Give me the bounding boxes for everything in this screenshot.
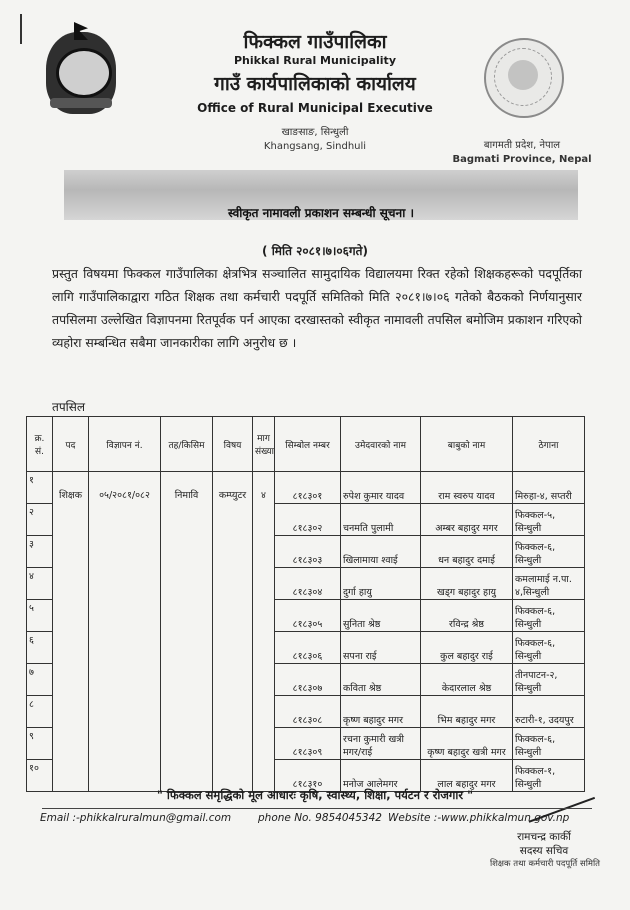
col-header: विषय xyxy=(213,417,253,472)
website-link[interactable]: Website :-www.phikkalmun.gov.np xyxy=(388,812,570,824)
symbol-cell: ८१८३०७ xyxy=(275,664,341,696)
serial-cell: ६ xyxy=(27,632,53,664)
serial-cell: ५ xyxy=(27,600,53,632)
candidate-name-cell: कविता श्रेष्ठ xyxy=(341,664,421,696)
serial-cell: ४ xyxy=(27,568,53,600)
email-link[interactable]: Email :-phikkalruralmun@gmail.com xyxy=(40,812,232,824)
candidate-name-cell: कृष्ण बहादुर मगर xyxy=(341,696,421,728)
symbol-cell: ८१८३१० xyxy=(275,760,341,792)
signer-name: रामचन्द्र कार्की xyxy=(517,831,571,843)
candidate-name-cell: सुनिता श्रेष्ठ xyxy=(341,600,421,632)
post-cell: शिक्षक xyxy=(53,472,89,792)
address-cell: तीनपाटन-२, सिन्धुली xyxy=(513,664,585,696)
notice-banner xyxy=(64,170,578,220)
candidate-name-cell: दुर्गा हायु xyxy=(341,568,421,600)
office-title-np: गाउँ कार्यपालिकाको कार्यालय xyxy=(214,73,416,95)
signer-role: सदस्य सचिव xyxy=(519,845,569,857)
municipality-title-en: Phikkal Rural Municipality xyxy=(233,54,396,67)
father-name-cell: कृष्ण बहादुर खत्री मगर xyxy=(421,728,513,760)
notice-title: स्वीकृत नामावली प्रकाशन सम्बन्धी सूचना । xyxy=(227,206,415,220)
address-cell: फिक्कल-६, सिन्धुली xyxy=(513,728,585,760)
office-title-en: Office of Rural Municipal Executive xyxy=(197,101,433,115)
col-header: सिम्बोल नम्बर xyxy=(275,417,341,472)
signer-committee: शिक्षक तथा कर्मचारी पदपूर्ति समिति xyxy=(489,859,601,869)
serial-cell: ७ xyxy=(27,664,53,696)
address-cell: रुटारी-१, उदयपुर xyxy=(513,696,585,728)
serial-cell: ८ xyxy=(27,696,53,728)
province-en: Bagmati Province, Nepal xyxy=(452,154,592,165)
address-cell: फिक्कल-१, सिन्धुली xyxy=(513,760,585,792)
candidate-table xyxy=(26,416,585,792)
col-header: तह/किसिम xyxy=(161,417,213,472)
serial-cell: ९ xyxy=(27,728,53,760)
province-np: बागमती प्रदेश, नेपाल xyxy=(483,140,561,151)
father-name-cell: कुल बहादुर राई xyxy=(421,632,513,664)
table-row xyxy=(27,472,585,504)
notice-body: प्रस्तुत विषयमा फिक्कल गाउँपालिका क्षेत्रभित्र सञ्चालित सामुदायिक विद्यालयमा रिक्त रहेको शिक्षकहरूको पदपूर्तिका लागि गाउँपालिकाद्वारा गठित शिक्षक तथा कर्मचारी पदपूर्ति समितिको मिति २०८१।७।०६ गतेको बैठकको निर्णयानुसार तपसिलमा उल्लेखित विज्ञापनमा रितपूर्वक पर्न आएका दरखास्तको स्वीकृत नामावली तपसिल बमोजिम प्रकाशन गरिएको व्यहोरा सम्बन्धित सबैमा जानकारीका लागि अनुरोध छ । xyxy=(52,266,582,350)
father-name-cell: खड्ग बहादुर हायु xyxy=(421,568,513,600)
margin-mark xyxy=(20,14,22,44)
footer-motto: " फिक्कल समृद्धिको मूल आधारः कृषि, स्वास्थ्य, शिक्षा, पर्यटन र रोजगार " xyxy=(156,788,474,802)
place-np: खाङसाङ, सिन्धुली xyxy=(281,127,349,138)
candidate-name-cell: रुपेश कुमार यादव xyxy=(341,472,421,504)
address-cell: फिक्कल-६, सिन्धुली xyxy=(513,536,585,568)
father-name-cell: राम स्वरुप यादव xyxy=(421,472,513,504)
phone-number: phone No. 9854045342 xyxy=(258,812,382,824)
serial-cell: २ xyxy=(27,504,53,536)
notice-date: ( मिति २०८१।७।०६गते) xyxy=(262,244,368,258)
municipality-title-np: फिक्कल गाउँपालिका xyxy=(243,31,387,53)
col-header: पद xyxy=(53,417,89,472)
symbol-cell: ८१८३०३ xyxy=(275,536,341,568)
father-name-cell: रविन्द्र श्रेष्ठ xyxy=(421,600,513,632)
col-header: ठेगाना xyxy=(513,417,585,472)
footer-divider xyxy=(42,808,592,809)
government-emblem-icon xyxy=(46,32,116,114)
symbol-cell: ८१८३०२ xyxy=(275,504,341,536)
details-label: तपसिल xyxy=(52,400,86,414)
candidate-name-cell: चनमति पुलामी xyxy=(341,504,421,536)
col-header: बाबुको नाम xyxy=(421,417,513,472)
col-header: उमेदवारको नाम xyxy=(341,417,421,472)
candidate-name-cell: सपना राई xyxy=(341,632,421,664)
subject-cell: कम्प्युटर xyxy=(213,472,253,792)
symbol-cell: ८१८३०६ xyxy=(275,632,341,664)
symbol-cell: ८१८३०८ xyxy=(275,696,341,728)
symbol-cell: ८१८३०४ xyxy=(275,568,341,600)
address-cell: मिरुहा-४, सप्तरी xyxy=(513,472,585,504)
col-header: विज्ञापन नं. xyxy=(89,417,161,472)
serial-cell: १ xyxy=(27,472,53,504)
office-seal-icon xyxy=(484,38,564,118)
advertisement-cell: ०५/२०८१/०८२ xyxy=(89,472,161,792)
serial-cell: १० xyxy=(27,760,53,792)
address-cell: फिक्कल-६, सिन्धुली xyxy=(513,632,585,664)
symbol-cell: ८१८३०९ xyxy=(275,728,341,760)
serial-cell: ३ xyxy=(27,536,53,568)
father-name-cell: केदारलाल श्रेष्ठ xyxy=(421,664,513,696)
demand-cell: ४ xyxy=(253,472,275,792)
symbol-cell: ८१८३०५ xyxy=(275,600,341,632)
address-cell: कमलामाई न.पा. ४,सिन्धुली xyxy=(513,568,585,600)
col-header: माग संख्या xyxy=(253,417,275,472)
father-name-cell: लाल बहादुर मगर xyxy=(421,760,513,792)
place-en: Khangsang, Sindhuli xyxy=(263,141,367,152)
address-cell: फिक्कल-६, सिन्धुली xyxy=(513,600,585,632)
candidate-name-cell: मनोज आलेमगर xyxy=(341,760,421,792)
table-header-row xyxy=(27,417,585,472)
father-name-cell: भिम बहादुर मगर xyxy=(421,696,513,728)
candidate-name-cell: खिलामाया श्वाई xyxy=(341,536,421,568)
father-name-cell: अम्बर बहादुर मगर xyxy=(421,504,513,536)
signer-block xyxy=(484,830,604,858)
symbol-cell: ८१८३०१ xyxy=(275,472,341,504)
address-cell: फिक्कल-५, सिन्धुली xyxy=(513,504,585,536)
col-header: क्र. सं. xyxy=(27,417,53,472)
father-name-cell: धन बहादुर दमाई xyxy=(421,536,513,568)
level-cell: निमावि xyxy=(161,472,213,792)
candidate-name-cell: रचना कुमारी खत्री मगर/राई xyxy=(341,728,421,760)
